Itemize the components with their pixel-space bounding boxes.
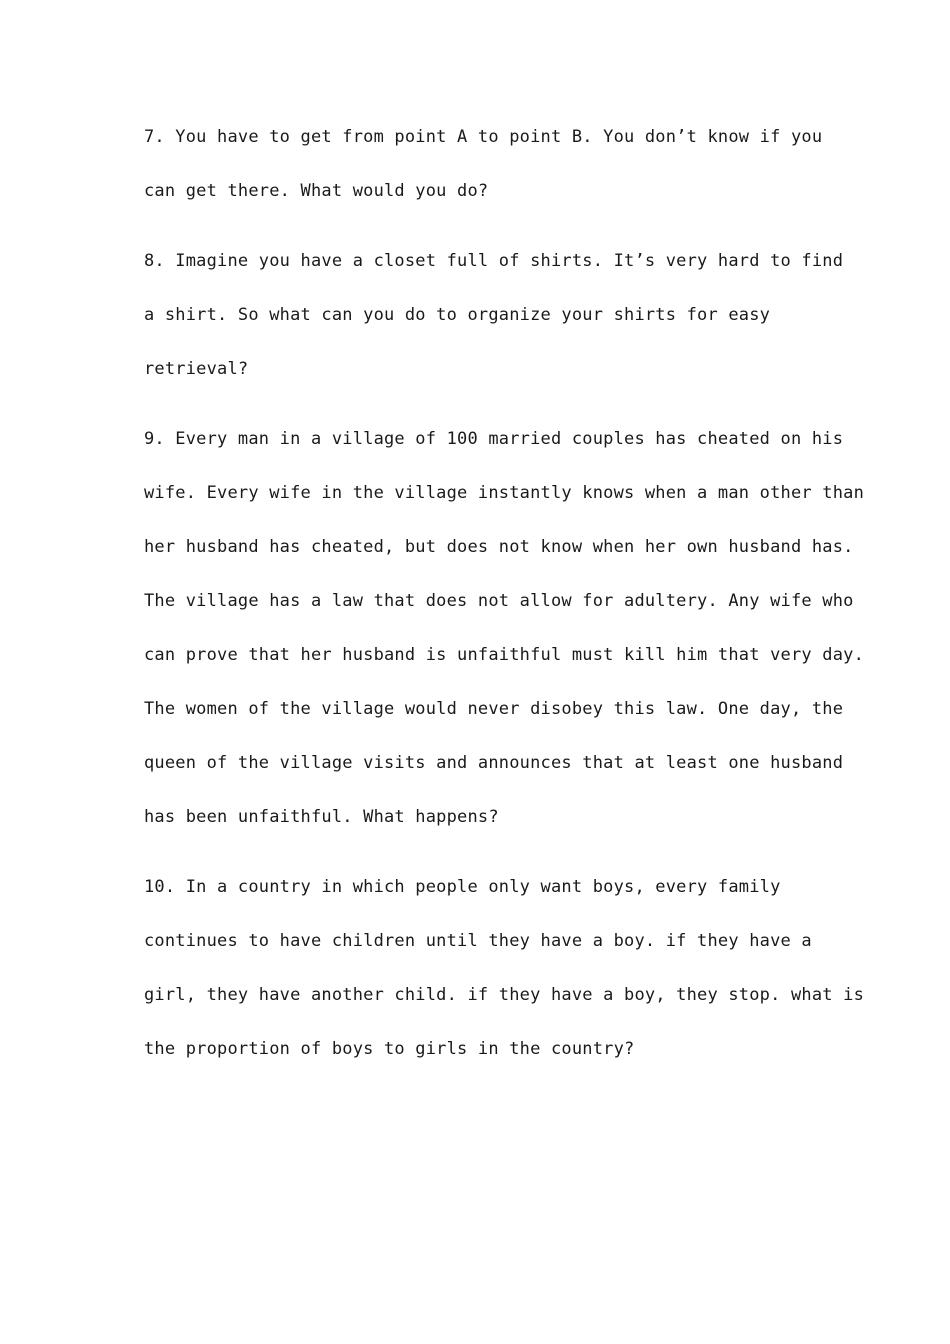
question-10 [144,860,865,1076]
question-7-line-1: 7. You have to get from point A to point B. You don’t know if you [144,127,823,147]
question-9-line-8: has been unfaithful. What happens? [144,807,499,827]
question-8-line-1: 8. Imagine you have a closet full of shirts. It’s very hard to find [144,251,844,271]
question-10-line-1: 10. In a country in which people only want boys, every family [144,877,781,897]
document-body [144,110,865,1092]
question-10-line-4: the proportion of boys to girls in the country? [144,1039,635,1059]
question-9-line-6: The women of the village would never disobey this law. One day, the [144,699,844,719]
question-7 [144,110,823,218]
question-8-line-3: retrieval? [144,359,249,379]
question-9-line-5: can prove that her husband is unfaithful must kill him that very day. [144,645,865,665]
question-9 [144,412,865,844]
question-8-line-2: a shirt. So what can you do to organize your shirts for easy [144,305,771,325]
question-10-line-3: girl, they have another child. if they have a boy, they stop. what is [144,985,865,1005]
question-9-line-4: The village has a law that does not allow for adultery. Any wife who [144,591,854,611]
question-7-line-2: can get there. What would you do? [144,181,489,201]
question-10-line-2: continues to have children until they have a boy. if they have a [144,931,812,951]
question-9-line-1: 9. Every man in a village of 100 married couples has cheated on his [144,429,844,449]
question-9-line-2: wife. Every wife in the village instantly knows when a man other than [144,483,865,503]
question-9-line-3: her husband has cheated, but does not know when her own husband has. [144,537,854,557]
question-8 [144,234,844,396]
question-9-line-7: queen of the village visits and announces that at least one husband [144,753,844,773]
